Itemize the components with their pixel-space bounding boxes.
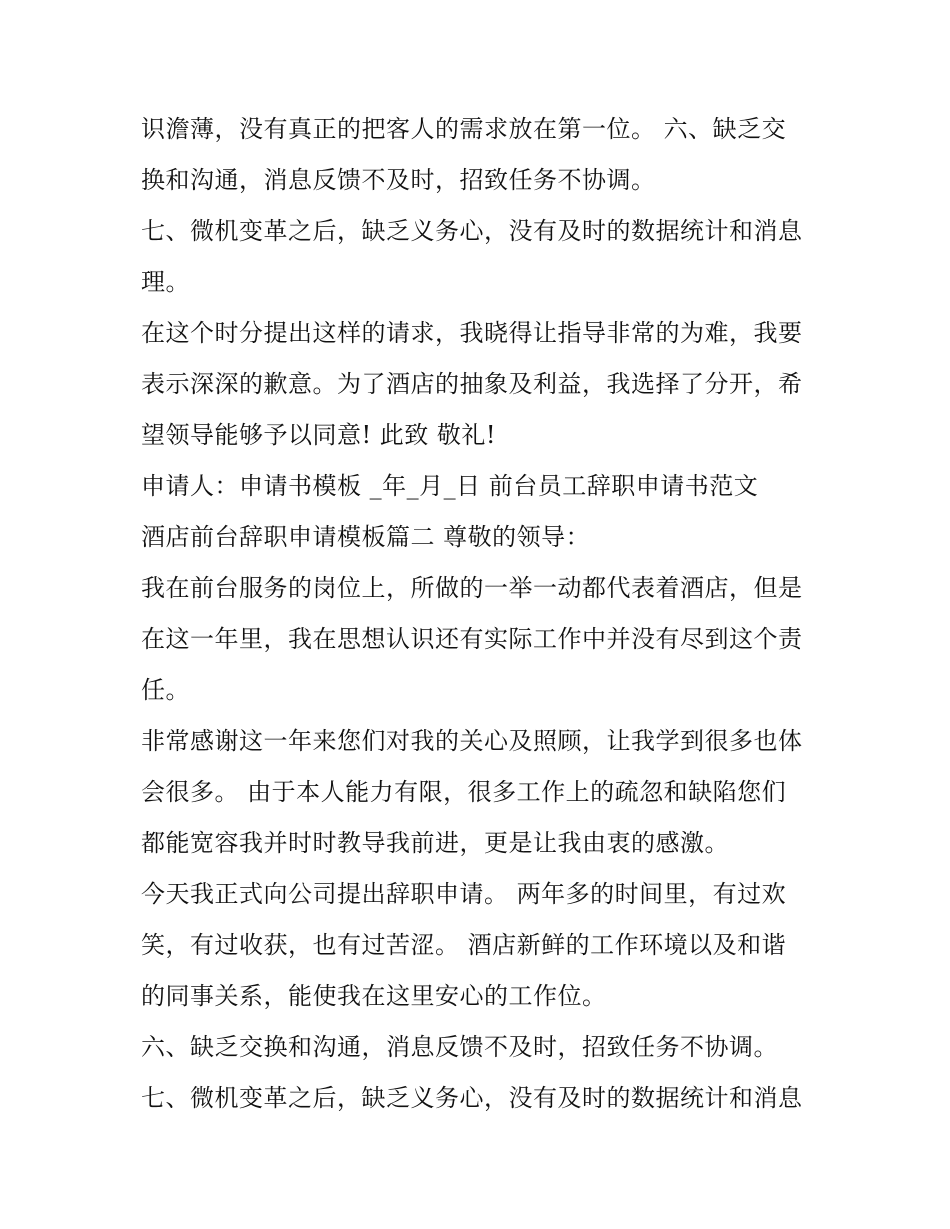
text-line: 望领导能够予以同意! 此致 敬礼! — [141, 421, 497, 449]
text-line: 都能宽容我并时时教导我前进，更是让我由衷的感激。 — [141, 829, 729, 857]
text-line: 我在前台服务的岗位上，所做的一举一动都代表着酒店，但是 — [141, 574, 803, 602]
text-line: 笑，有过收获，也有过苦涩。 酒店新鲜的工作环境以及和谐 — [141, 931, 787, 959]
text-line: 七、微机变革之后，缺乏义务心，没有及时的数据统计和消息 — [141, 1084, 803, 1112]
text-line: 识澹薄，没有真正的把客人的需求放在第一位。 六、缺乏交 — [141, 115, 787, 143]
text-line: 七、微机变革之后，缺乏义务心，没有及时的数据统计和消息 — [141, 217, 803, 245]
text-line: 表示深深的歉意。为了酒店的抽象及利益，我选择了分开，希 — [141, 370, 803, 398]
text-line: 非常感谢这一年来您们对我的关心及照顾，让我学到很多也体 — [141, 727, 803, 755]
text-line: 申请人：申请书模板 _年_月_日 前台员工辞职申请书范文 — [141, 472, 759, 500]
text-line: 在这个时分提出这样的请求，我晓得让指导非常的为难，我要 — [141, 319, 803, 347]
text-line: 会很多。 由于本人能力有限，很多工作上的疏忽和缺陷您们 — [141, 778, 787, 806]
text-line: 在这一年里，我在思想认识还有实际工作中并没有尽到这个责 — [141, 625, 803, 653]
text-line: 的同事关系，能使我在这里安心的工作位。 — [141, 982, 607, 1010]
text-line: 酒店前台辞职申请模板篇二 尊敬的领导： — [141, 523, 591, 551]
text-line: 理。 — [141, 268, 190, 296]
text-line: 今天我正式向公司提出辞职申请。 两年多的时间里，有过欢 — [141, 880, 787, 908]
text-line: 六、缺乏交换和沟通，消息反馈不及时，招致任务不协调。 — [141, 1033, 778, 1061]
text-line: 任。 — [141, 676, 190, 704]
text-line: 换和沟通，消息反馈不及时，招致任务不协调。 — [141, 166, 656, 194]
